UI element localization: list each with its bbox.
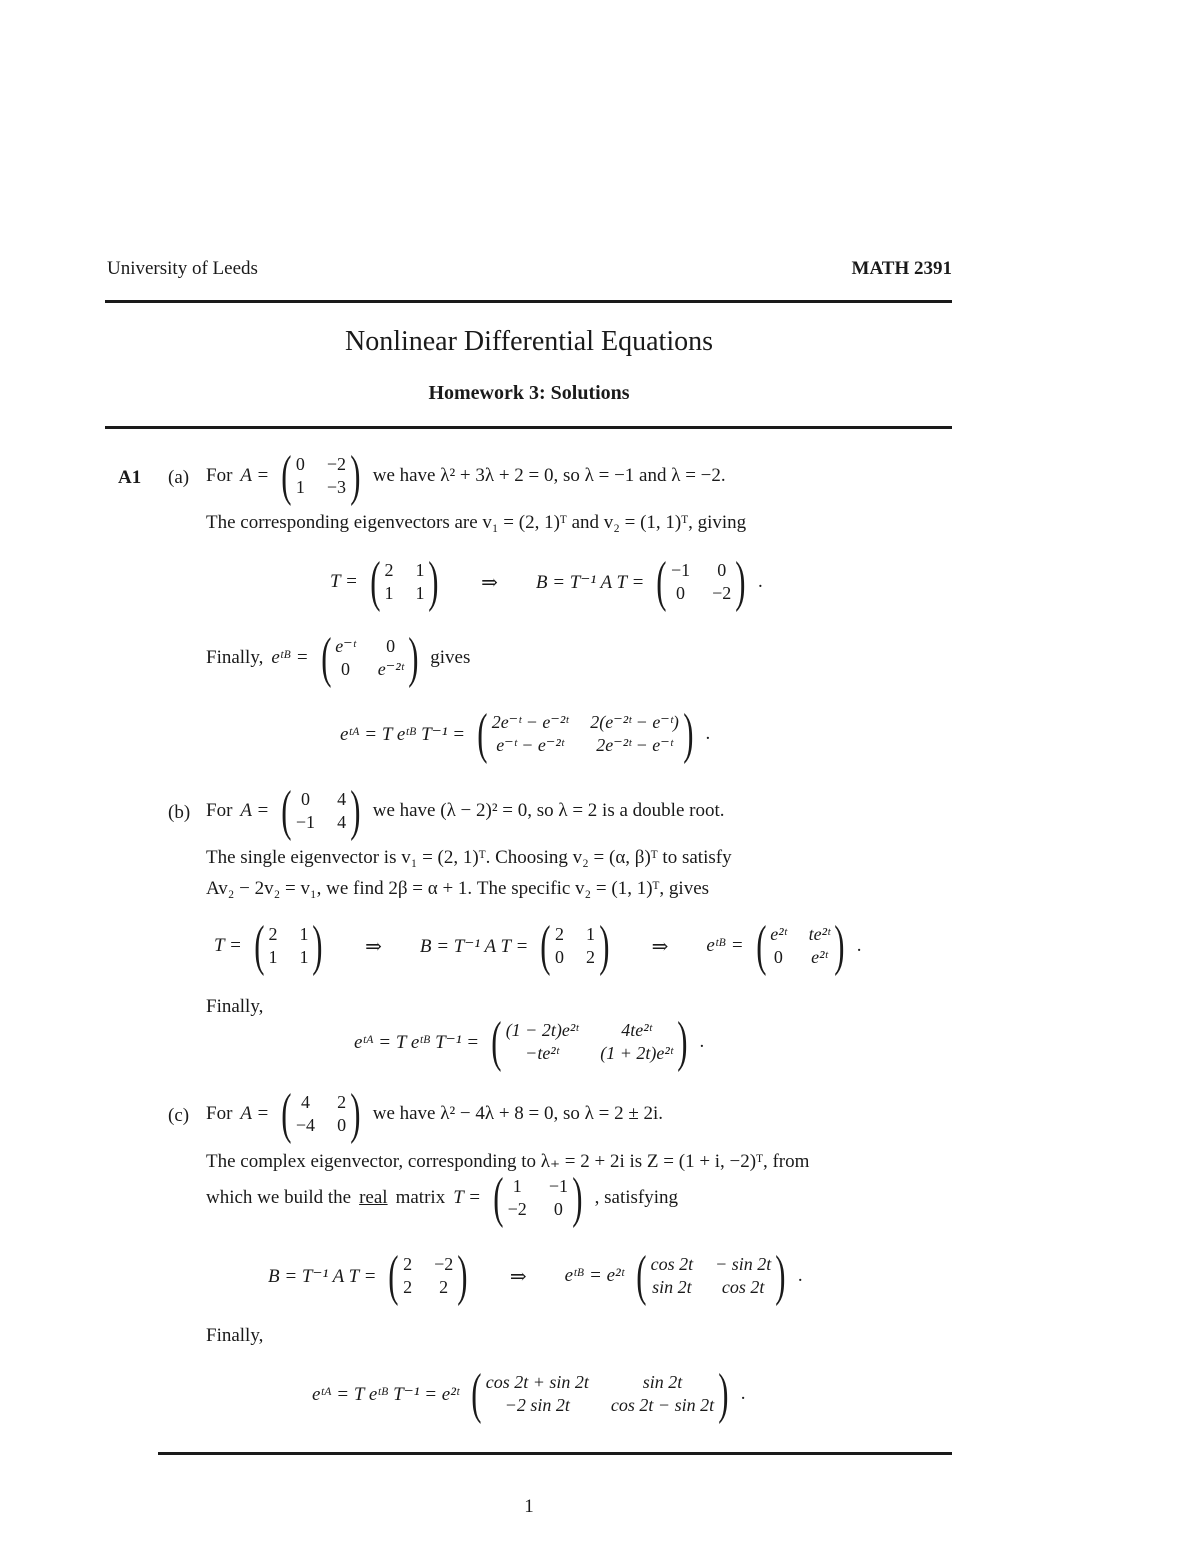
matrix-etB-a: ( e⁻ᵗ 0 0 e⁻²ᵗ ) [320,627,419,689]
part-b-eigenvector: The single eigenvector is v₁ = (2, 1)ᵀ. Choosing v₂ = (α, β)ᵀ to satisfy [206,847,732,868]
part-c-real-matrix: which we build the real matrix T = ( 1 −1 −2 0 ) , satisfying [206,1167,679,1229]
part-a-characteristic: we have λ² + 3λ + 2 = 0, so λ = −1 and λ = −2. [372,465,726,486]
a-matrix-label: A = [240,465,270,486]
part-c-B-etB: B = T⁻¹ A T = ( 2 −2 2 2 ) ⇒ eᵗᴮ = e²ᵗ ( cos 2t − sin 2t sin 2t cos 2t ) . [268,1245,803,1307]
part-a-etA: eᵗᴬ = T eᵗᴮ T⁻¹ = ( 2e⁻ᵗ − e⁻²ᵗ 2(e⁻²ᵗ − e⁻ᵗ) e⁻ᵗ − e⁻²ᵗ 2e⁻²ᵗ − e⁻ᵗ ) . [340,703,711,765]
part-a-etB: Finally, eᵗᴮ = ( e⁻ᵗ 0 0 e⁻²ᵗ ) gives [206,627,471,689]
matrix-B-b: ( 2 1 0 2 ) [540,915,610,977]
matrix-A-c: ( 4 2 −4 0 ) [281,1083,361,1145]
matrix-B-c: ( 2 −2 2 2 ) [388,1245,468,1307]
question-label: A1 [118,467,142,488]
real-underlined: real [359,1187,388,1208]
part-a-eigenvectors: The corresponding eigenvectors are v₁ = (2, 1)ᵀ and v₂ = (1, 1)ᵀ, giving [206,512,747,533]
part-b-etA: eᵗᴬ = T eᵗᴮ T⁻¹ = ( (1 − 2t)e²ᵗ 4te²ᵗ −te²ᵗ (1 + 2t)e²ᵗ ) . [354,1011,705,1073]
part-c-etA: eᵗᴬ = T eᵗᴮ T⁻¹ = e²ᵗ ( cos 2t + sin 2t sin 2t −2 sin 2t cos 2t − sin 2t ) . [312,1363,746,1425]
matrix-etB-c: ( cos 2t − sin 2t sin 2t cos 2t ) [636,1245,786,1307]
part-b-intro: For A = ( 0 4 −1 4 ) we have (λ − 2)² = 0, so λ = 2 is a double root. [206,780,725,842]
matrix-T-b: ( 2 1 1 1 ) [253,915,323,977]
part-a-label: (a) [168,467,190,488]
institution-name: University of Leeds [107,258,258,279]
part-c-label: (c) [168,1105,190,1126]
matrix-etA-c: ( cos 2t + sin 2t sin 2t −2 sin 2t cos 2t − sin 2t ) [471,1363,729,1425]
matrix-etB-b: ( e²ᵗ te²ᵗ 0 e²ᵗ ) [755,915,845,977]
footer-rule [158,1452,952,1455]
matrix-etA-b: ( (1 − 2t)e²ᵗ 4te²ᵗ −te²ᵗ (1 + 2t)e²ᵗ ) [491,1011,688,1073]
part-a-T-B-equation: T = ( 2 1 1 1 ) ⇒ B = T⁻¹ A T = ( −1 0 0 −2 ) . [330,551,763,613]
matrix-A-b: ( 0 4 −1 4 ) [281,780,361,842]
part-b-T-B-equation: T = ( 2 1 1 1 ) ⇒ B = T⁻¹ A T = ( 2 1 0 2 ) ⇒ eᵗᴮ = ( e²ᵗ te²ᵗ 0 e²ᵗ ) . [214,915,862,977]
matrix-T-a: ( 2 1 1 1 ) [369,551,439,613]
part-b-finally: Finally, [206,996,264,1017]
part-c-finally: Finally, [206,1325,264,1346]
part-a-for: For [206,465,233,486]
page-number: 1 [524,1496,534,1517]
part-b-label: (b) [168,802,191,823]
page-title: Nonlinear Differential Equations [344,326,714,357]
title-rule [105,426,952,429]
matrix-A-a: ( 0 −2 1 −3 ) [281,445,361,507]
matrix-B-a: ( −1 0 0 −2 ) [656,551,746,613]
part-a-intro [206,445,726,507]
course-code: MATH 2391 [851,258,952,279]
page-subtitle: Homework 3: Solutions [428,382,630,404]
part-c-intro: For A = ( 4 2 −4 0 ) we have λ² − 4λ + 8 = 0, so λ = 2 ± 2i. [206,1083,664,1145]
part-b-generalized: Av₂ − 2v₂ = v₁, we find 2β = α + 1. The specific v₂ = (1, 1)ᵀ, gives [206,878,710,899]
matrix-etA-a: ( 2e⁻ᵗ − e⁻²ᵗ 2(e⁻²ᵗ − e⁻ᵗ) e⁻ᵗ − e⁻²ᵗ 2e⁻²ᵗ − e⁻ᵗ ) [477,703,694,765]
part-c-complex-eigenvector: The complex eigenvector, corresponding to λ₊ = 2 + 2i is Z = (1 + i, −2)ᵀ, from [206,1151,810,1172]
header-rule [105,300,952,303]
matrix-T-c: ( 1 −1 −2 0 ) [493,1167,583,1229]
